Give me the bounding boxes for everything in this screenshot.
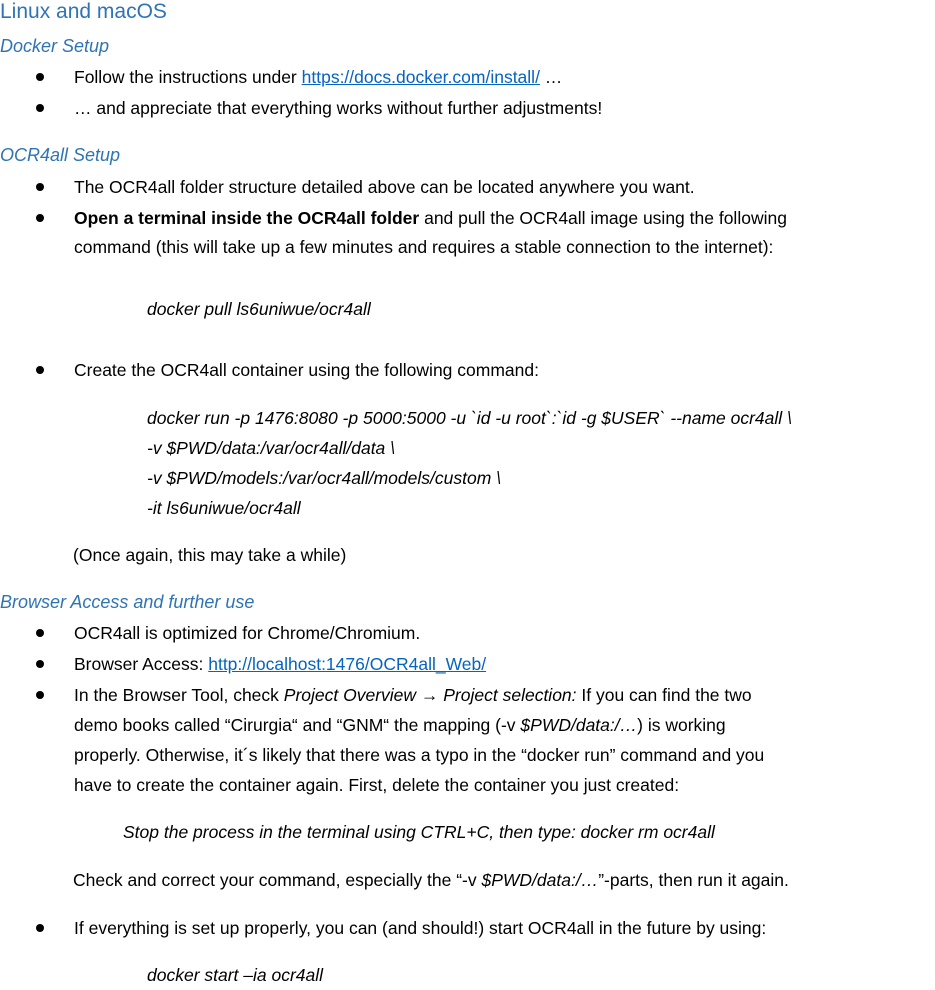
browser-item-3-post: If you can find the two — [576, 685, 752, 705]
browser-item-2-text: Browser Access: — [74, 654, 209, 674]
ocr4all-item-1-text: The OCR4all folder structure detailed above can be located anywhere you want. — [74, 177, 695, 197]
browser-item-3-line2-post: ) is working — [637, 715, 726, 735]
docker-item-1-ellipsis: … — [539, 67, 563, 87]
run-line: -it ls6uniwue/ocr4all — [147, 498, 301, 518]
docker-start-command: docker start –ia ocr4all — [147, 965, 324, 985]
bullet-icon — [36, 104, 44, 112]
browser-item-4-text: If everything is set up properly, you can (and should!) start OCR4all in the future by using: — [74, 918, 767, 938]
docker-item-1-text: Follow the instructions under — [74, 67, 302, 87]
docker-item-2-text: … and appreciate that everything works without further adjustments! — [74, 98, 603, 118]
localhost-link[interactable]: http://localhost:1476/OCR4all_Web/ — [208, 654, 487, 674]
browser-item-3-line2: demo books called “Cirurgia“ and “GNM“ the mapping (-v — [74, 715, 521, 735]
docker-setup-heading: Docker Setup — [0, 36, 110, 56]
bullet-icon — [36, 924, 44, 932]
browser-item-3-italic: Project Overview → Project selection: — [283, 685, 577, 705]
bullet-icon — [36, 183, 44, 191]
ocr4all-item-2-text: and pull the OCR4all image using the following — [419, 208, 787, 228]
bullet-icon — [36, 214, 44, 222]
check-command-italic: $PWD/data:/… — [481, 870, 599, 890]
bullet-icon — [36, 660, 44, 668]
browser-item-3-line3: properly. Otherwise, it´s likely that there was a typo in the “docker run” command and you — [74, 745, 765, 765]
check-command-post: ”-parts, then run it again. — [598, 870, 789, 890]
docker-pull-command: docker pull ls6uniwue/ocr4all — [147, 299, 371, 319]
ocr4all-item-3-text: Create the OCR4all container using the following command: — [74, 360, 539, 380]
browser-item-3-text: In the Browser Tool, check — [74, 685, 284, 705]
run-line: docker run -p 1476:8080 -p 5000:5000 -u `id -u root`:`id -g $USER` --name ocr4all \ — [147, 408, 792, 428]
run-line: -v $PWD/data:/var/ocr4all/data \ — [147, 438, 396, 458]
browser-access-heading: Browser Access and further use — [0, 592, 255, 612]
ocr4all-item-2-bold: Open a terminal inside the OCR4all folder — [74, 208, 420, 228]
browser-item-3-line4: have to create the container again. First, delete the container you just created: — [74, 775, 680, 795]
ocr4all-setup-heading: OCR4all Setup — [0, 145, 121, 165]
bullet-icon — [36, 73, 44, 81]
browser-item-3-line2-italic: $PWD/data:/… — [520, 715, 638, 735]
page-heading: Linux and macOS — [0, 0, 167, 23]
wait-note: (Once again, this may take a while) — [73, 545, 347, 565]
run-line: -v $PWD/models:/var/ocr4all/models/custom \ — [147, 468, 501, 488]
browser-item-1-text: OCR4all is optimized for Chrome/Chromium. — [74, 623, 421, 643]
bullet-icon — [36, 629, 44, 637]
stop-process-instruction: Stop the process in the terminal using CTRL+C, then type: docker rm ocr4all — [123, 822, 715, 842]
ocr4all-item-2-line2: command (this will take up a few minutes and requires a stable connection to the internet): — [74, 237, 774, 257]
bullet-icon — [36, 366, 44, 374]
bullet-icon — [36, 691, 44, 699]
check-command-text: Check and correct your command, especially the “-v — [73, 870, 482, 890]
docker-install-link[interactable]: https://docs.docker.com/install/ — [301, 67, 540, 87]
